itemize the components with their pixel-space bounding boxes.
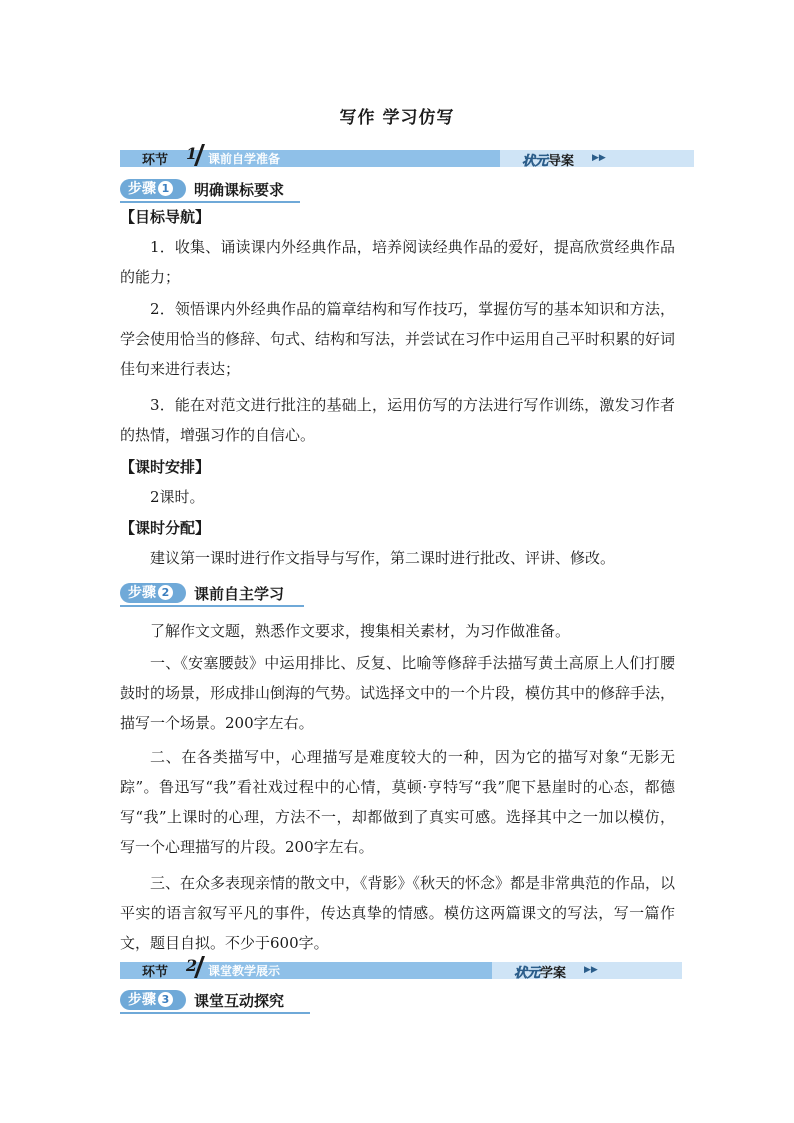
step-underline (120, 605, 304, 607)
goal-item-3: 3．能在对范文进行批注的基础上，运用仿写的方法进行写作训练，激发习作者的热情，增强习作的自信心。 (120, 396, 675, 444)
allocation-text: 建议第一课时进行作文指导与写作，第二课时进行批改、评讲、修改。 (150, 549, 616, 567)
section-heading-allocation: 【课时分配】 (120, 519, 211, 537)
banner-tag: 环节 (142, 965, 169, 980)
step-underline (120, 201, 300, 203)
goal-item-1: 1．收集、诵读课内外经典作品，培养阅读经典作品的爱好，提高欣赏经典作品的能力； (120, 238, 675, 286)
step-underline (120, 1012, 310, 1014)
step-number-circle: 2 (158, 585, 173, 600)
prep-intro: 了解作文文题，熟悉作文要求，搜集相关素材，为习作做准备。 (150, 622, 571, 640)
step-title: 明确课标要求 (194, 181, 285, 199)
banner-bar-dark (120, 962, 492, 979)
step-pill (120, 990, 186, 1010)
prep-item-3: 三、在众多表现亲情的散文中，《背影》《秋天的怀念》都是非常典范的作品，以平实的语言叙写平凡的事件，传达真挚的情感。模仿这两篇课文的写法，写一篇作文，题目自拟。不少于600字。 (120, 874, 676, 952)
section-banner-2 (120, 956, 682, 981)
banner-right-emph: 状元 (514, 966, 541, 981)
banner-right-label (514, 962, 566, 981)
banner-right-text: 学案 (540, 966, 567, 981)
banner-tag: 环节 (142, 153, 169, 168)
banner-right-label (522, 150, 574, 169)
banner-right-text: 导案 (548, 154, 575, 169)
step-pill (120, 583, 186, 603)
time-text: 2课时。 (150, 488, 205, 506)
banner-bar-dark (120, 150, 500, 167)
double-arrow-icon: ▶▶ (592, 153, 606, 163)
banner-right-emph: 状元 (522, 154, 549, 169)
page-title: 写作 学习仿写 (339, 108, 455, 128)
step-pill (120, 179, 186, 199)
prep-item-1: 一、《安塞腰鼓》中运用排比、反复、比喻等修辞手法描写黄土高原上人们打腰鼓时的场景，形成排山倒海的气势。试选择文中的一个片段，模仿其中的修辞手法，描写一个场景。200字左右。 (120, 654, 676, 732)
banner-subtitle: 课前自学准备 (208, 152, 281, 166)
banner-number: 2 (186, 956, 198, 975)
step-label: 步骤 (128, 992, 156, 1008)
goal-item-2: 2．领悟课内外经典作品的篇章结构和写作技巧，掌握仿写的基本知识和方法，学会使用恰当的修辞、句式、结构和写法，并尝试在习作中运用自己平时积累的好词佳句来进行表达； (120, 300, 676, 378)
double-arrow-icon: ▶▶ (584, 965, 598, 975)
step-title: 课堂互动探究 (194, 992, 285, 1010)
step-label: 步骤 (128, 585, 156, 601)
section-heading-goals: 【目标导航】 (120, 208, 211, 226)
section-heading-time: 【课时安排】 (120, 458, 211, 476)
prep-item-2: 二、在各类描写中，心理描写是难度较大的一种，因为它的描写对象“无影无踪”。鲁迅写“我”看社戏过程中的心情，莫顿·亨特写“我”爬下悬崖时的心态，都德写“我”上课时的心理，方法不一，却都做到了真实可感。选择其中之一加以模仿，写一个心理描写的片段。200字左右。 (120, 748, 675, 856)
step-label: 步骤 (128, 181, 156, 197)
banner-subtitle: 课堂教学展示 (208, 964, 281, 978)
step-number-circle: 1 (158, 181, 173, 196)
step-title: 课前自主学习 (194, 585, 285, 603)
step-number-circle: 3 (158, 992, 173, 1007)
section-banner-1 (120, 144, 694, 169)
banner-number: 1 (186, 144, 198, 163)
